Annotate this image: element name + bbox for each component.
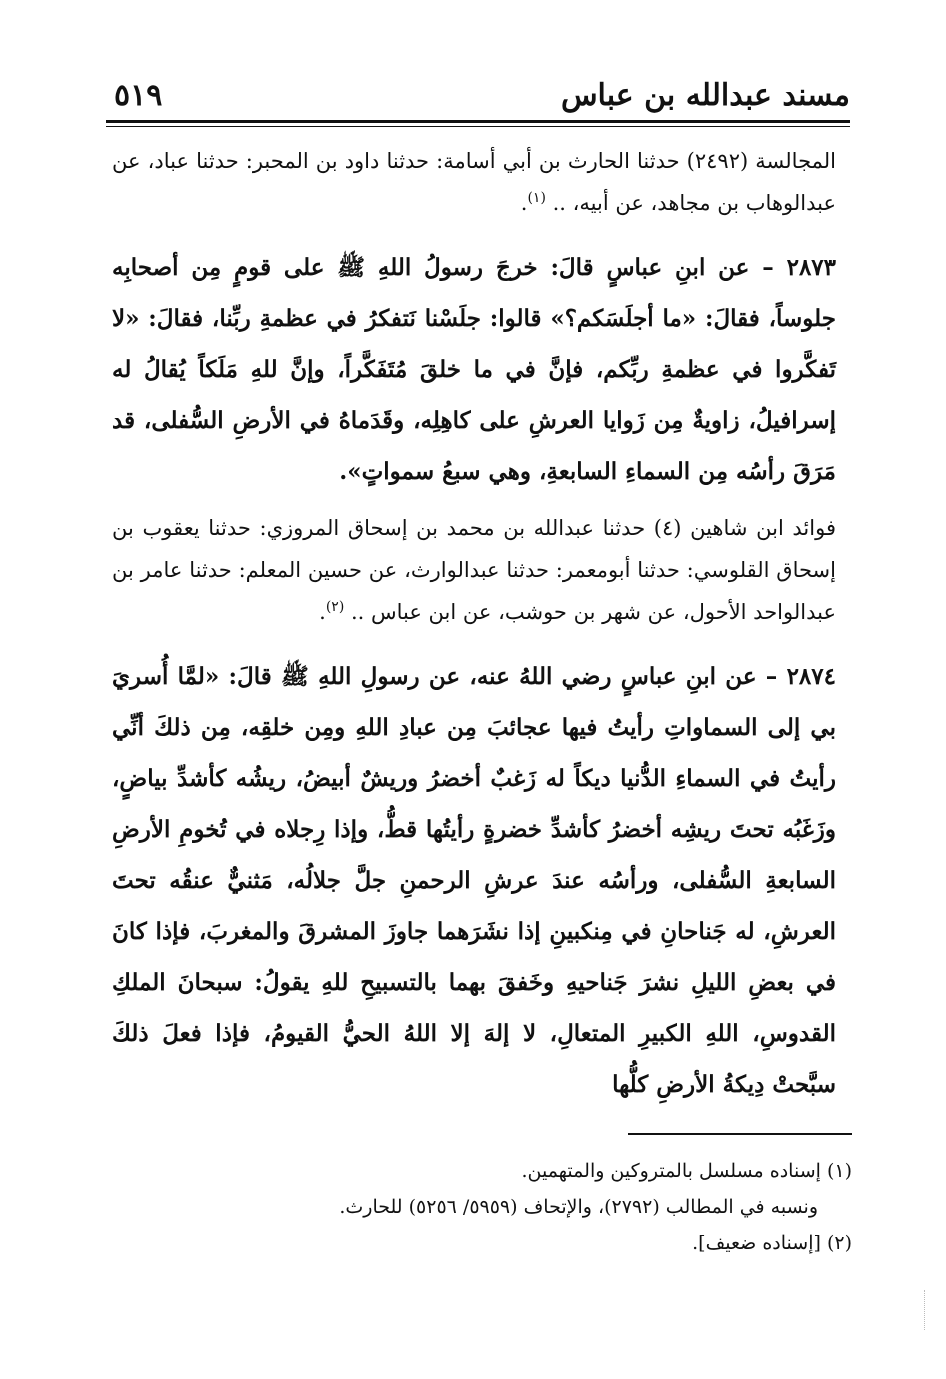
hadith-paragraph	[112, 242, 836, 497]
running-header	[106, 72, 850, 124]
page-number: ٥١٩	[114, 78, 163, 113]
footnote-text: [إسناده ضعيف].	[692, 1232, 821, 1254]
source-paragraph	[112, 507, 836, 633]
source-end: .	[319, 600, 326, 624]
hadith-text: – عن ابنِ عباسٍ قالَ: خرجَ رسولُ اللهِ ﷺ على قومٍ مِن أصحابِه جلوساً، فقالَ: «ما أجلَسَكم؟» قالوا: جلَسْنا نَتفكرُ في عظمةِ ربِّنا، فقالَ: «لا تَفكَّروا في عظمةِ ربِّكم، فإنَّ في ما خلقَ مُتَفَكَّراً، وإنَّ للهِ مَلَكاً يُقالُ له إسرافيلُ، زاويةٌ مِن زَوايا العرشِ على كاهِلِه، وقَدَماهُ في الأرضِ السُّفلى، قد مَرَقَ رأسُه مِن السماءِ السابعةِ، وهي سبعُ سمواتٍ».	[112, 254, 836, 485]
source-end: .	[520, 191, 528, 215]
footnote	[112, 1225, 852, 1261]
footnote-ref[interactable]: (١)	[527, 190, 546, 206]
footnotes	[112, 1153, 852, 1261]
hadith-text: – عن ابنِ عباسٍ رضي اللهُ عنه، عن رسولِ اللهِ ﷺ قالَ: «لمَّا أُسريَ بي إلى السماواتِ رأيتُ فيها عجائبَ مِن عبادِ اللهِ ومِن خلقِه، مِن ذلكَ أنِّي رأيتُ في السماءِ الدُّنيا ديكاً له زَغبٌ أخضرُ وريشٌ أبيضُ، ريشُه كأشدِّ بياضٍ، وزَغَبُه تحتَ ريشِه أخضرُ كأشدِّ خضرةٍ رأيتُها قطُّ، وإذا رِجلاه في تُخومِ الأرضِ السابعةِ السُّفلى، ورأسُه عندَ عرشِ الرحمنِ جلَّ جلالُه، مَثنيٌّ عنقُه تحتَ العرشِ، له جَناحانِ في مِنكبينِ إذا نشَرَهما جاوزَ المشرقَ والمغربَ، فإذا كانَ في بعضِ الليلِ نشرَ جَناحيهِ وخَفقَ بهما بالتسبيحِ للهِ يقولُ: سبحانَ الملكِ القدوسِ، اللهِ الكبيرِ المتعالِ، لا إلهَ إلا اللهُ الحيُّ القيومُ، فإذا فعلَ ذلكَ سبَّحتْ دِيكةُ الأرضِ كلُّها	[112, 663, 836, 1098]
hadith-number: ٢٨٧٣	[786, 254, 837, 281]
page-edge-marks	[924, 1290, 937, 1330]
source-paragraph	[112, 140, 836, 224]
footnote-text: إسناده مسلسل بالمتروكين والمتهمين.	[521, 1160, 821, 1182]
footnote-ref[interactable]: (٢)	[325, 599, 345, 615]
main-text	[112, 140, 836, 1120]
footnote	[112, 1189, 852, 1225]
footnote-marker: (٢)	[826, 1232, 852, 1254]
footnote-text: ونسبه في المطالب (٢٧٩٢)، والإتحاف (٥٩٥٩/ ٥٢٥٦) للحارث.	[339, 1196, 818, 1218]
footnote-marker: (١)	[826, 1160, 852, 1182]
source-text: المجالسة (٢٤٩٢) حدثنا الحارث بن أبي أسامة: حدثنا داود بن المحبر: حدثنا عباد، عن عبدالوهاب بن مجاهد، عن أبيه، ..	[112, 149, 836, 215]
source-text: فوائد ابن شاهين (٤) حدثنا عبدالله بن محمد بن إسحاق المروزي: حدثنا يعقوب بن إسحاق القلوسي: حدثنا أبومعمر: حدثنا عبدالوارث، عن حسين المعلم: حدثنا عامر بن عبدالواحد الأحول، عن شهر بن حوشب، عن ابن عباس ..	[112, 516, 836, 624]
hadith-paragraph	[112, 651, 836, 1110]
hadith-number: ٢٨٧٤	[786, 663, 836, 690]
footnote	[112, 1153, 852, 1189]
header-rule-thick	[106, 120, 850, 123]
header-title: مسند عبدالله بن عباس	[560, 78, 850, 113]
header-rule-thin	[106, 126, 850, 127]
footnote-separator	[628, 1133, 852, 1135]
